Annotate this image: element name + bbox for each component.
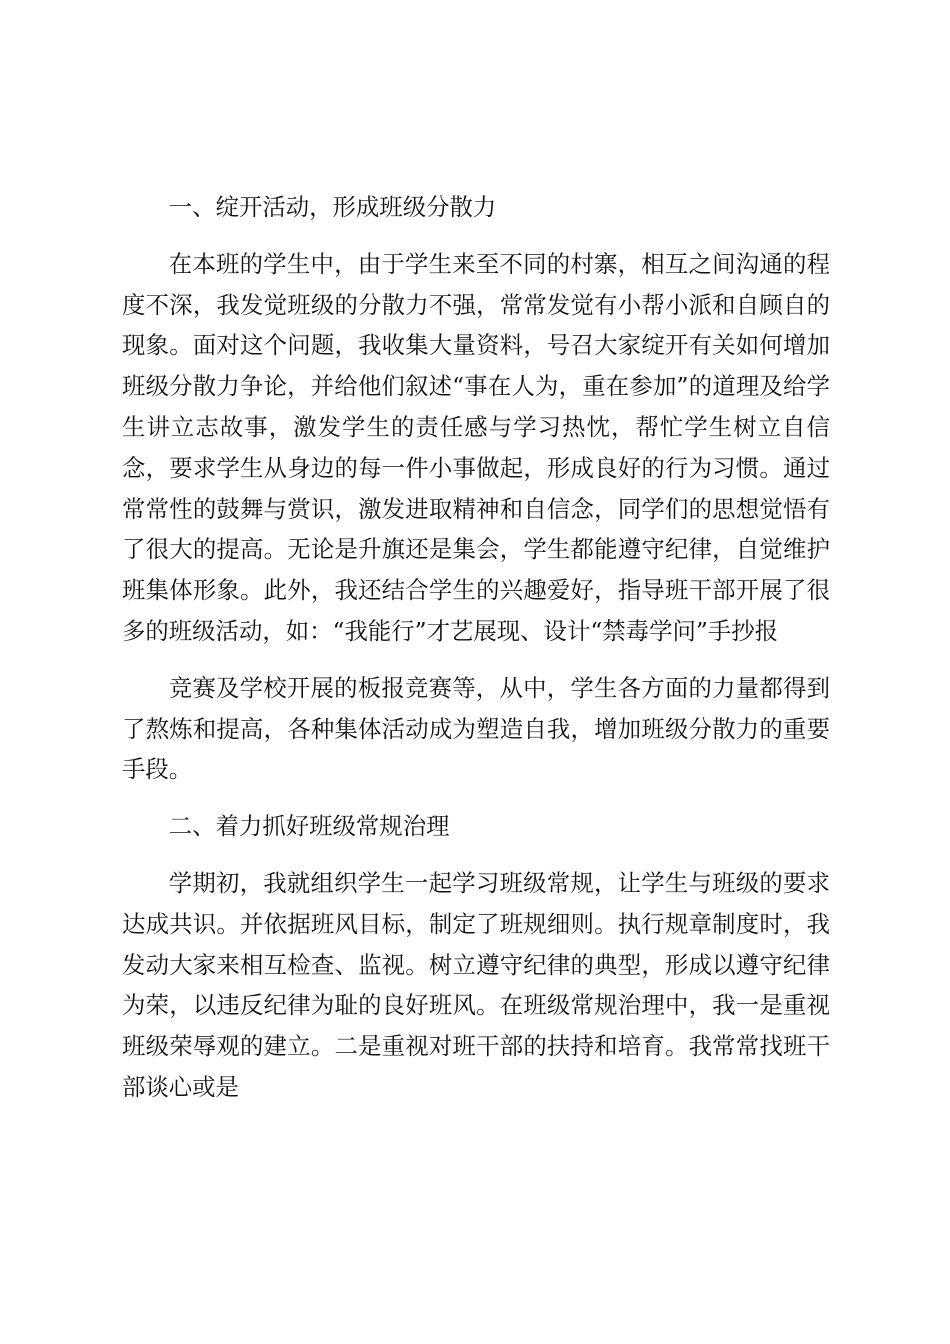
section-heading-1: 一、绽开活动，形成班级分散力 [168,193,497,221]
section-heading-2: 二、着力抓好班级常规治理 [168,812,450,841]
document-body [122,187,830,1124]
body-paragraph-2: 竞赛及学校开展的板报竞赛等，从中，学生各方面的力量都得到了熬炼和提高，各种集体活动成为塑造自我，增加班级分散力的重要手段。 [122,673,830,784]
body-paragraph-3: 学期初，我就组织学生一起学习班级常规，让学生与班级的要求达成共识。并依据班风目标，制定了班规细则。执行规章制度时，我发动大家来相互检查、监视。树立遵守纪律的典型，形成以遵守纪律为荣，以违反纪律为耻的良好班风。在班级常规治理中，我一是重视班级荣辱观的建立。二是重视对班干部的扶持和培育。我常常找班干部谈心或是 [122,868,830,1101]
body-paragraph-1: 在本班的学生中，由于学生来至不同的村寨，相互之间沟通的程度不深，我发觉班级的分散力不强，常常发觉有小帮小派和自顾自的现象。面对这个问题，我收集大量资料，号召大家绽开有关如何增加班级分散力争论，并给他们叙述“事在人为，重在参加”的道理及给学生讲立志故事，激发学生的责任感与学习热忱，帮忙学生树立自信念，要求学生从身边的每一件小事做起，形成良好的行为习惯。通过常常性的鼓舞与赏识，激发进取精神和自信念，同学们的思想觉悟有了很大的提高。无论是升旗还是集会，学生都能遵守纪律，自觉维护班集体形象。此外，我还结合学生的兴趣爱好，指导班干部开展了很多的班级活动，如：“我能行”才艺展现、设计“禁毒学问”手抄报 [122,249,830,645]
